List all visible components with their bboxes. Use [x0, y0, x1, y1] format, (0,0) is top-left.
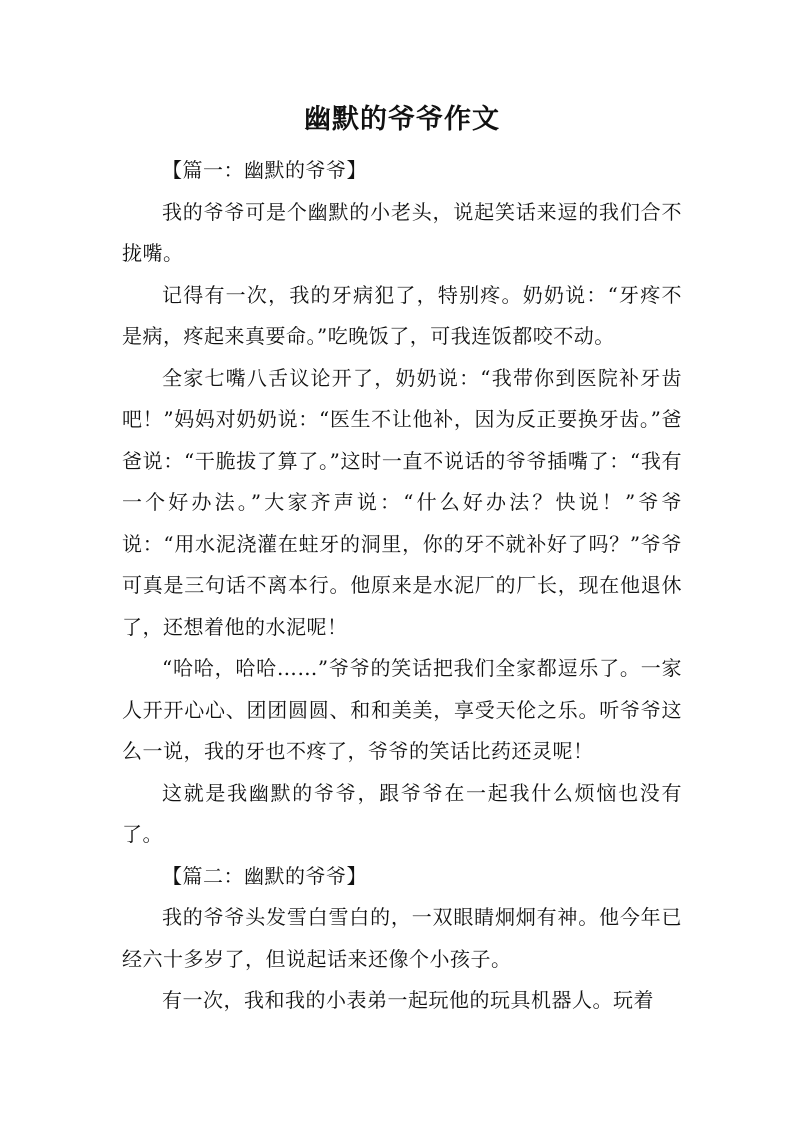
- section-2-paragraph-1: 我的爷爷头发雪白雪白的，一双眼睛炯炯有神。他今年已经六十多岁了，但说起话来还像个小孩子。: [122, 905, 682, 971]
- document-title: 幽默的爷爷作文: [304, 104, 500, 135]
- section-1-paragraph-4: “哈哈，哈哈……”爷爷的笑话把我们全家都逗乐了。一家人开开心心、团团圆圆、和和美美，享受天伦之乐。听爷爷这么一说，我的牙也不疼了，爷爷的笑话比药还灵呢！: [122, 656, 682, 763]
- section-1-paragraph-5: 这就是我幽默的爷爷，跟爷爷在一起我什么烦恼也没有了。: [122, 780, 682, 846]
- section-2-header: 【篇二：幽默的爷爷】: [162, 863, 367, 888]
- section-1-paragraph-1: 我的爷爷可是个幽默的小老头，说起笑话来逗的我们合不拢嘴。: [122, 199, 682, 265]
- document-page: [122, 92, 682, 1022]
- section-1-header: 【篇一：幽默的爷爷】: [162, 158, 367, 182]
- section-1-paragraph-3: 全家七嘴八舌议论开了，奶奶说：“我带你到医院补牙齿吧！”妈妈对奶奶说：“医生不让他补，因为反正要换牙齿。”爸爸说：“干脆拔了算了。”这时一直不说话的爷爷插嘴了：“我有一个好办法。”大家齐声说：“什么好办法？快说！”爷爷说：“用水泥浇灌在蛀牙的洞里，你的牙不就补好了吗？”爷爷可真是三句话不离本行。他原来是水泥厂的厂长，现在他退休了，还想着他的水泥呢！: [122, 365, 682, 639]
- section-2-paragraph-2: 有一次，我和我的小表弟一起玩他的玩具机器人。玩着: [162, 988, 654, 1012]
- section-1-paragraph-2: 记得有一次，我的牙病犯了，特别疼。奶奶说：“牙疼不是病，疼起来真要命。”吃晚饭了，可我连饭都咬不动。: [122, 282, 682, 348]
